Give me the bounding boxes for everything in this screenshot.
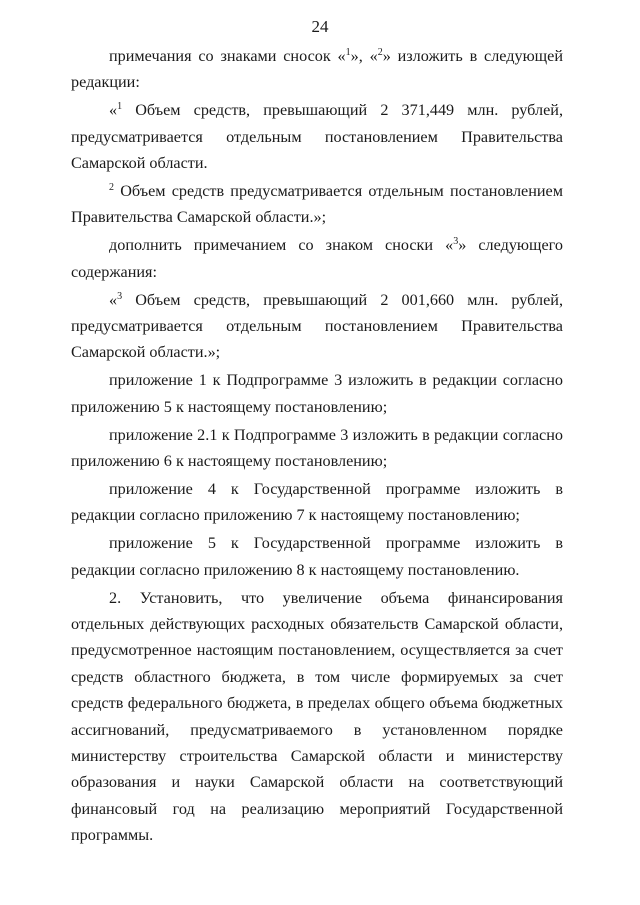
paragraph-text: Объем средств предусматривается отдельным постановлением Правительства Самарской области.»; <box>71 182 563 227</box>
paragraph <box>71 178 563 231</box>
footnote-marker: 2 <box>377 47 383 58</box>
document-body <box>71 43 563 850</box>
paragraph-text: », « <box>350 47 378 65</box>
page-number: 24 <box>311 17 329 36</box>
paragraph-text: Объем средств, превышающий 2 371,449 млн. рублей, предусматривается отдельным постановлением Правительства Самарской области. <box>71 101 563 173</box>
paragraph <box>71 367 563 420</box>
paragraph-text: примечания со знаками сносок « <box>109 47 346 65</box>
paragraph <box>71 422 563 475</box>
paragraph-text: » следующего содержания: <box>71 236 564 281</box>
paragraph <box>71 97 563 176</box>
paragraph-text: дополнить примечанием со знаком сноски « <box>109 236 454 255</box>
paragraph-text: приложение 5 к Государственной программе изложить в редакции согласно приложению 8 к настоящему постановлению. <box>71 534 563 579</box>
paragraph <box>71 476 563 529</box>
paragraph-text: приложение 2.1 к Подпрограмме 3 изложить в редакции согласно приложению 6 к настоящему постановлению; <box>71 425 563 471</box>
paragraph <box>71 287 563 366</box>
paragraph <box>71 530 563 583</box>
footnote-marker: 1 <box>345 47 351 58</box>
paragraph-text: « <box>109 101 118 120</box>
paragraph-text: Объем средств, превышающий 2 001,660 млн. рублей, предусматривается отдельным постановлением Правительства Самарской области.»; <box>71 290 563 362</box>
paragraph-text: 2. Установить, что увеличение объема финансирования отдельных действующих расходных обязательств Самарской области, предусмотренное настоящим постановлением, осуществляется за счет средств областного бюджета, в том числе формируемых за счет средств федерального бюджета, в пределах общего объема бюджетных ассигнований, предусматриваемого в установленном порядке министерству строительства Самарской области и министерству образования и науки Самарской области на соответствующий финансовый год на реализацию мероприятий Государственной программы. <box>71 588 563 845</box>
paragraph-text: « <box>109 290 118 309</box>
footnote-marker: 3 <box>453 236 459 248</box>
paragraph-text: » изложить в следующей редакции: <box>71 47 563 92</box>
footnote-marker: 3 <box>117 290 123 302</box>
paragraph <box>71 43 563 96</box>
footnote-marker: 1 <box>117 101 123 113</box>
paragraph-text: приложение 1 к Подпрограмме 3 изложить в редакции согласно приложению 5 к настоящему постановлению; <box>71 371 563 416</box>
footnote-marker: 2 <box>109 182 114 194</box>
paragraph <box>71 585 563 849</box>
paragraph <box>71 232 563 285</box>
paragraph-text: приложение 4 к Государственной программе изложить в редакции согласно приложению 7 к настоящему постановлению; <box>71 480 563 525</box>
